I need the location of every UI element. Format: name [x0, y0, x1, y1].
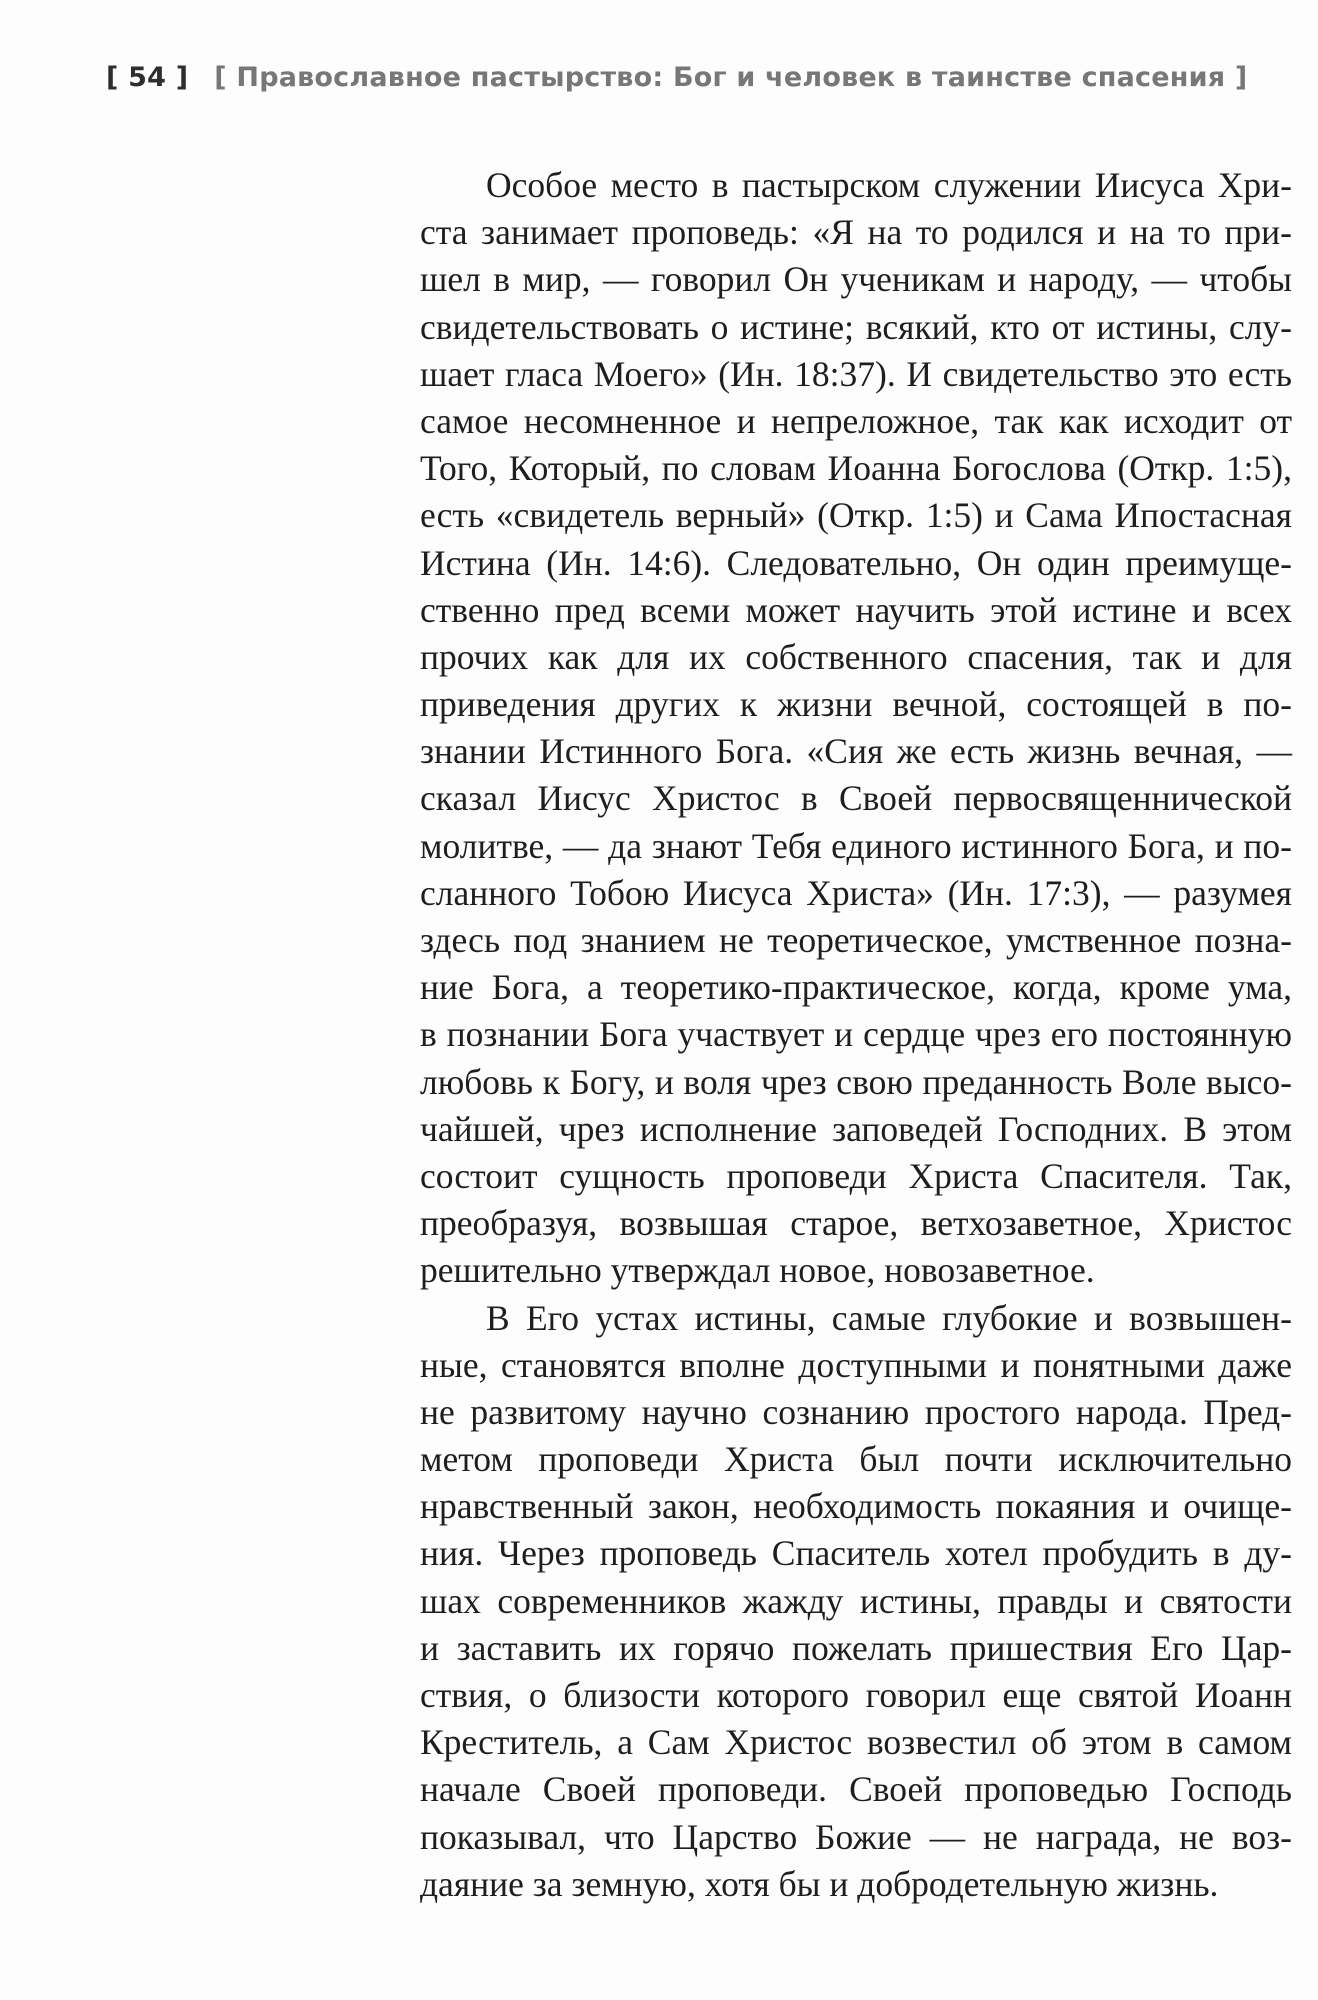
text-line: даяние за земную, хотя бы и добродетельную жизнь.	[420, 1863, 1219, 1904]
text-line: преобразуя, возвышая старое, ветхозаветное, Христос	[420, 1203, 1292, 1244]
text-line: любовь к Богу, и воля чрез свою преданность Воле высо-	[420, 1061, 1292, 1102]
text-line: знании Истинного Бога. «Сия же есть жизнь вечная, —	[420, 731, 1292, 772]
running-header	[106, 62, 1247, 93]
text-line: ственно пред всеми может научить этой истине и всех	[420, 589, 1292, 630]
text-line: состоит сущность проповеди Христа Спасителя. Так,	[420, 1155, 1292, 1196]
text-line: здесь под знанием не теоретическое, умственное позна-	[420, 920, 1292, 960]
text-line: в познании Бога участвует и сердце чрез его постоянную	[420, 1014, 1292, 1055]
page-number: [ 54 ]	[106, 62, 189, 93]
text-line: и заставить их горячо пожелать пришествия Его Цар-	[420, 1627, 1292, 1668]
text-line: прочих как для их собственного спасения, так и для	[420, 636, 1292, 677]
text-line: не развитому научно сознанию простого народа. Пред-	[420, 1391, 1292, 1432]
text-line: нравственный закон, необходимость покаяния и очище-	[420, 1486, 1292, 1527]
text-line: молитве, — да знают Тебя единого истинного Бога, и по-	[420, 825, 1292, 866]
text-line: чайшей, чрез исполнение заповедей Господних. В этом	[420, 1108, 1292, 1149]
text-line: ния. Через проповедь Спаситель хотел пробудить в ду-	[420, 1533, 1292, 1574]
text-line: начале Своей проповеди. Своей проповедью Господь	[420, 1769, 1292, 1810]
text-line: свидетельствовать о истине; всякий, кто от истины, слу-	[420, 306, 1292, 347]
text-line: сказал Иисус Христос в Своей первосвященнической	[420, 778, 1292, 819]
text-line: метом проповеди Христа был почти исключительно	[420, 1439, 1292, 1480]
book-title: [ Православное пастырство: Бог и человек в таинстве спасения ]	[214, 62, 1248, 93]
text-line: приведения других к жизни вечной, состоящей в по-	[420, 684, 1292, 725]
paragraph	[420, 162, 1292, 1295]
text-line: Того, Который, по словам Иоанна Богослова (Откр. 1:5),	[420, 448, 1292, 489]
body-text	[420, 162, 1292, 1908]
text-line: В Его устах истины, самые глубокие и возвышен-	[486, 1297, 1292, 1338]
text-line: сланного Тобою Иисуса Христа» (Ин. 17:3), — разумея	[420, 872, 1292, 913]
text-line: шел в мир, — говорил Он ученикам и народу, — чтобы	[420, 259, 1292, 300]
paragraph	[420, 1295, 1292, 1908]
text-line: ние Бога, а теоретико-практическое, когда, кроме ума,	[420, 967, 1292, 1008]
text-line: показывал, что Царство Божие — не награда, не воз-	[420, 1816, 1292, 1857]
text-line: Истина (Ин. 14:6). Следовательно, Он один преимуще-	[420, 542, 1292, 583]
text-line: ста занимает проповедь: «Я на то родился и на то при-	[420, 212, 1292, 253]
text-line: ствия, о близости которого говорил еще святой Иоанн	[420, 1675, 1292, 1715]
text-line: решительно утверждал новое, новозаветное.	[420, 1250, 1095, 1291]
text-line: Креститель, а Сам Христос возвестил об этом в самом	[420, 1722, 1292, 1763]
text-line: есть «свидетель верный» (Откр. 1:5) и Сама Ипостасная	[420, 495, 1292, 536]
text-line: шах современников жажду истины, правды и святости	[420, 1580, 1292, 1621]
text-line: ные, становятся вполне доступными и понятными даже	[420, 1344, 1292, 1385]
text-line: Особое место в пастырском служении Иисуса Хри-	[486, 165, 1292, 205]
text-line: самое несомненное и непреложное, так как исходит от	[420, 400, 1292, 441]
text-line: шает гласа Моего» (Ин. 18:37). И свидетельство это есть	[420, 353, 1292, 394]
